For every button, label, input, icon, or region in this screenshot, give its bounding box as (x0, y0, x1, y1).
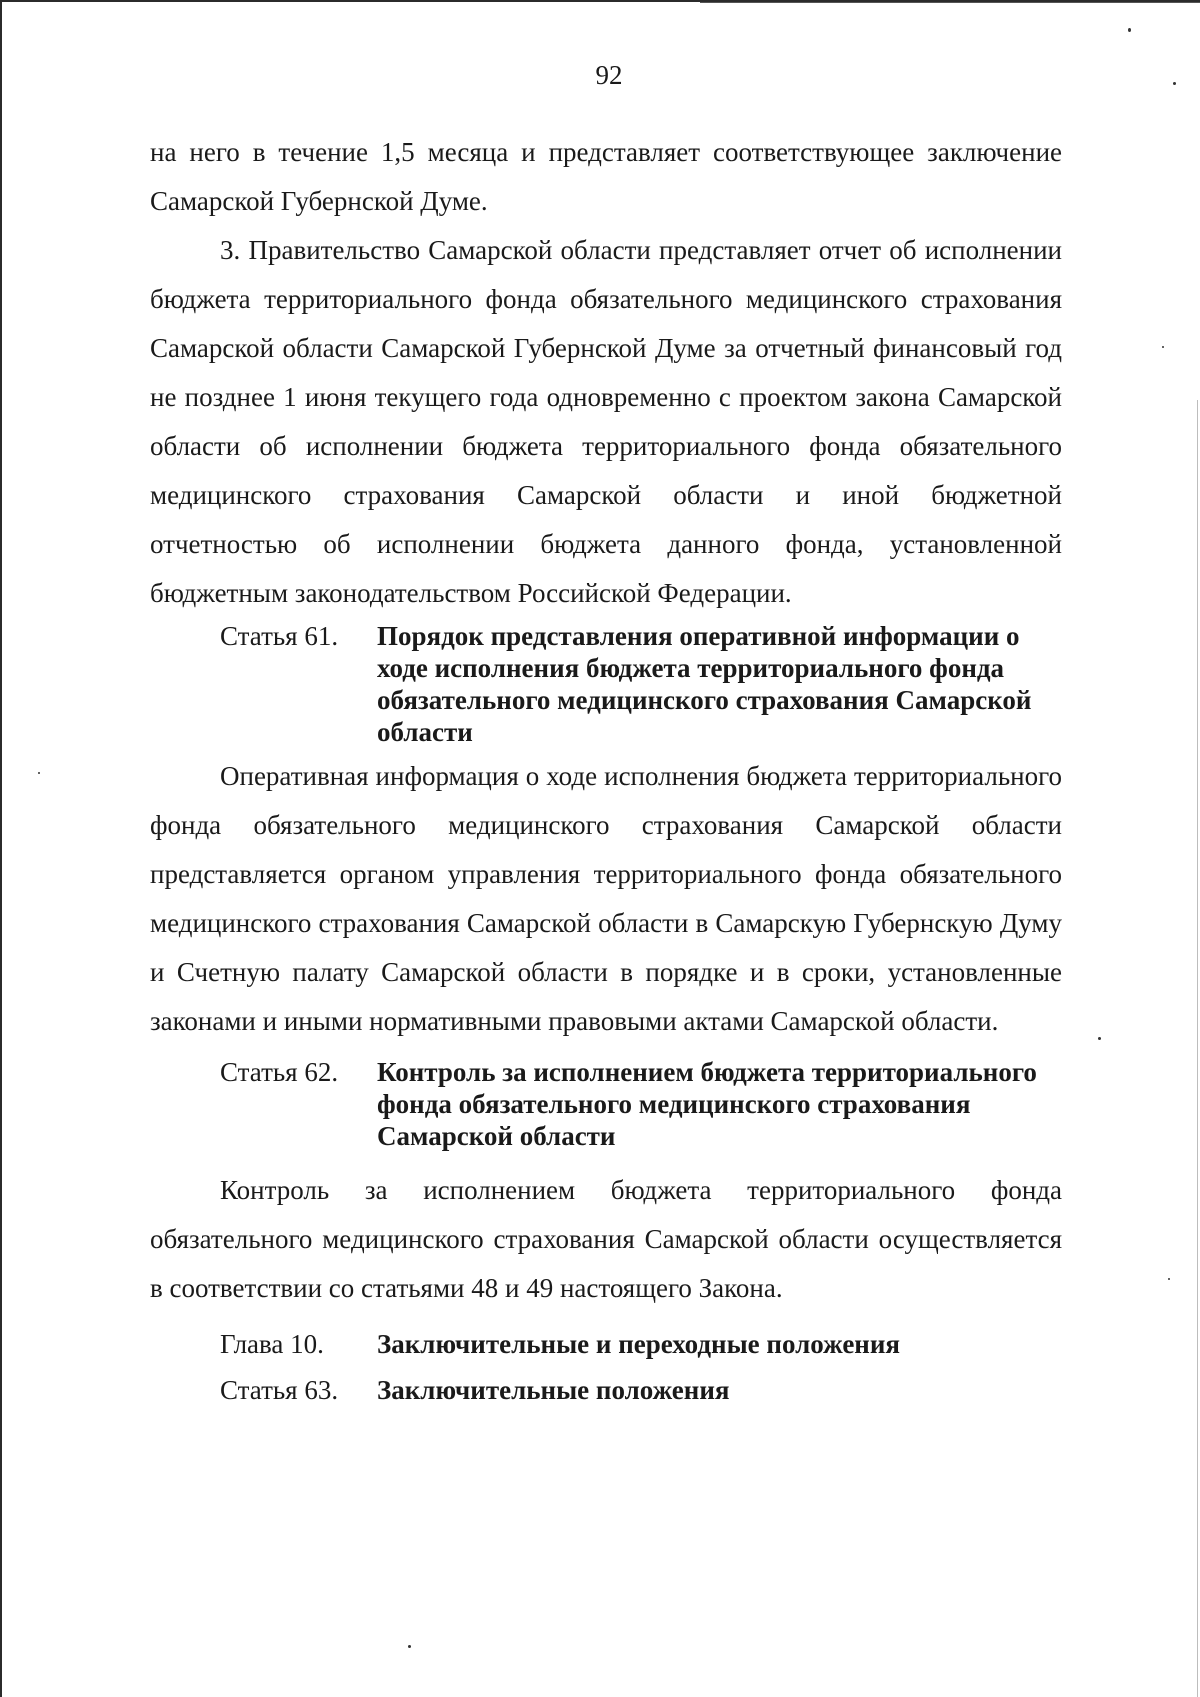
article-62-heading (150, 1056, 1062, 1152)
scan-speck (1162, 346, 1164, 348)
scan-speck (1168, 1278, 1170, 1280)
chapter-10-title: Заключительные и переходные положения (377, 1329, 901, 1359)
article-61-label: Статья 61. (220, 621, 339, 651)
scan-border-left (0, 0, 2, 1697)
article-62-label: Статья 62. (220, 1057, 339, 1087)
article-61-heading (150, 620, 1062, 748)
document-body (150, 128, 1062, 1407)
article-63-heading (150, 1373, 1062, 1407)
article-61-title: Порядок представления оперативной информации о ходе исполнения бюджета территориального фонда обязательного медицинского страхования Самарской области (377, 621, 1032, 747)
scan-speck (1128, 28, 1131, 32)
paragraph-continuation: на него в течение 1,5 месяца и представляет соответствующее заключение Самарской Губернской Думе. (150, 137, 1062, 216)
scan-border-right (1197, 400, 1198, 1697)
paragraph-article-62: Контроль за исполнением бюджета территориального фонда обязательного медицинского страхования Самарской области осуществляется в соответствии со статьями 48 и 49 настоящего Закона. (150, 1175, 1062, 1303)
chapter-10-label: Глава 10. (220, 1329, 324, 1359)
scan-speck (408, 1645, 411, 1648)
article-62-title: Контроль за исполнением бюджета территориального фонда обязательного медицинского страхования Самарской области (377, 1057, 1037, 1151)
article-63-label: Статья 63. (220, 1375, 339, 1405)
scan-border-top-thin (700, 2, 1200, 3)
article-63-title: Заключительные положения (377, 1375, 730, 1405)
scan-speck (1098, 1037, 1101, 1040)
paragraph-item-3: 3. Правительство Самарской области представляет отчет об исполнении бюджета территориального фонда обязательного медицинского страхования Самарской области Самарской Губернской Думе за отчетный финансовый год не позднее 1 июня текущего года одновременно с проектом закона Самарской области об исполнении бюджета территориального фонда обязательного медицинского страхования Самарской области и иной бюджетной отчетностью об исполнении бюджета данного фонда, установленной бюджетным законодательством Российской Федерации. (150, 235, 1062, 608)
chapter-10-heading (150, 1327, 1062, 1361)
page-number: 92 (595, 60, 623, 90)
scan-speck (38, 772, 40, 774)
paragraph-article-61: Оперативная информация о ходе исполнения бюджета территориального фонда обязательного медицинского страхования Самарской области представляется органом управления территориального фонда обязательного медицинского страхования Самарской области в Самарскую Губернскую Думу и Счетную палату Самарской области в порядке и в сроки, установленные законами и иными нормативными правовыми актами Самарской области. (150, 761, 1062, 1036)
